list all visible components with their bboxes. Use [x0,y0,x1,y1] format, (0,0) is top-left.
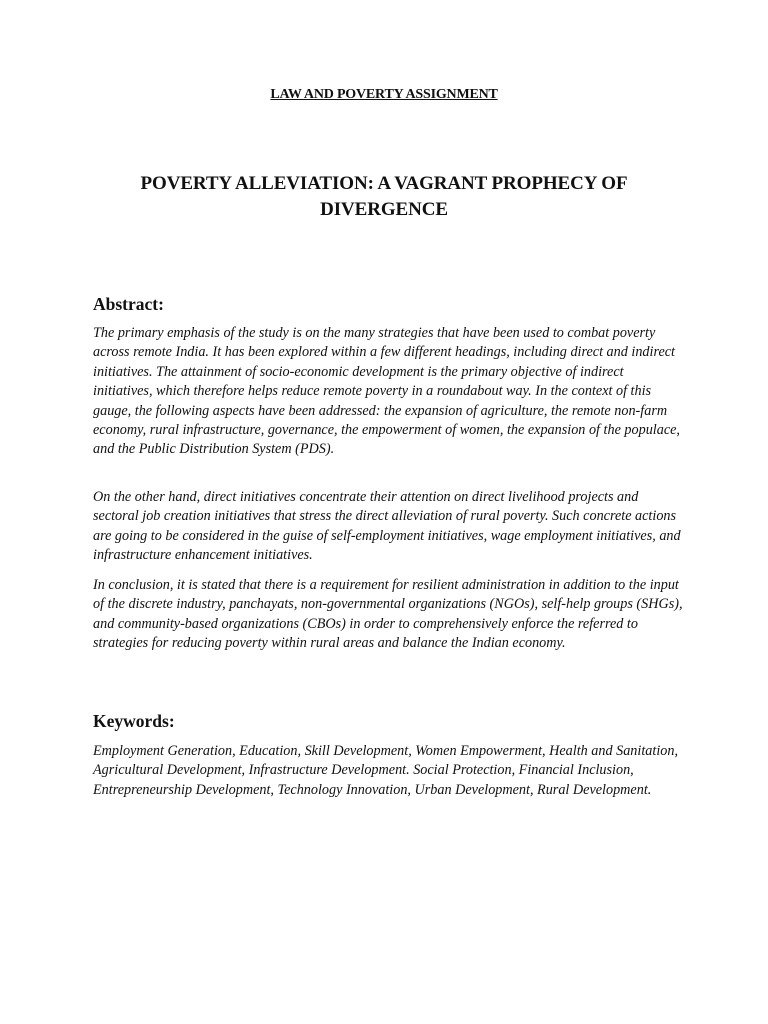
abstract-heading: Abstract: [93,294,164,314]
keywords-heading: Keywords: [93,711,175,731]
assignment-label: LAW AND POVERTY ASSIGNMENT [270,87,498,102]
title-line-2: DIVERGENCE [320,199,448,220]
document-title [100,171,668,223]
abstract-paragraph-3: In conclusion, it is stated that there is a requirement for resilient administration in addition to the input of the discrete industry, panchayats, non-governmental organizations (NGOs), self-help groups (SHGs), and community-based organizations (CBOs) in order to comprehensively enforce the referred to strategies for reducing poverty within rural areas and balance the Indian economy. [93,577,683,652]
keywords-text: Employment Generation, Education, Skill Development, Women Empowerment, Health and Sanitation, Agricultural Development, Infrastructure Development. Social Protection, Financial Inclusion, Entrepreneurship Development, Technology Innovation, Urban Development, Rural Development. [93,743,678,798]
title-line-1: POVERTY ALLEVIATION: A VAGRANT PROPHECY OF [140,173,628,194]
abstract-paragraph-2: On the other hand, direct initiatives concentrate their attention on direct livelihood projects and sectoral job creation initiatives that stress the direct alleviation of rural poverty. Such concrete actions are going to be considered in the guise of self-employment initiatives, wage employment initiatives, and infrastructure enhancement initiatives. [93,489,681,564]
abstract-paragraph-1: The primary emphasis of the study is on the many strategies that have been used to combat poverty across remote India. It has been explored within a few different headings, including direct and indirect initiatives. The attainment of socio-economic development is the primary objective of indirect initiatives, which therefore helps reduce remote poverty in a roundabout way. In the context of this gauge, the following aspects have been addressed: the expansion of agriculture, the remote non-farm economy, rural infrastructure, governance, the empowerment of women, the expansion of the populace, and the Public Distribution System (PDS). [93,325,680,458]
